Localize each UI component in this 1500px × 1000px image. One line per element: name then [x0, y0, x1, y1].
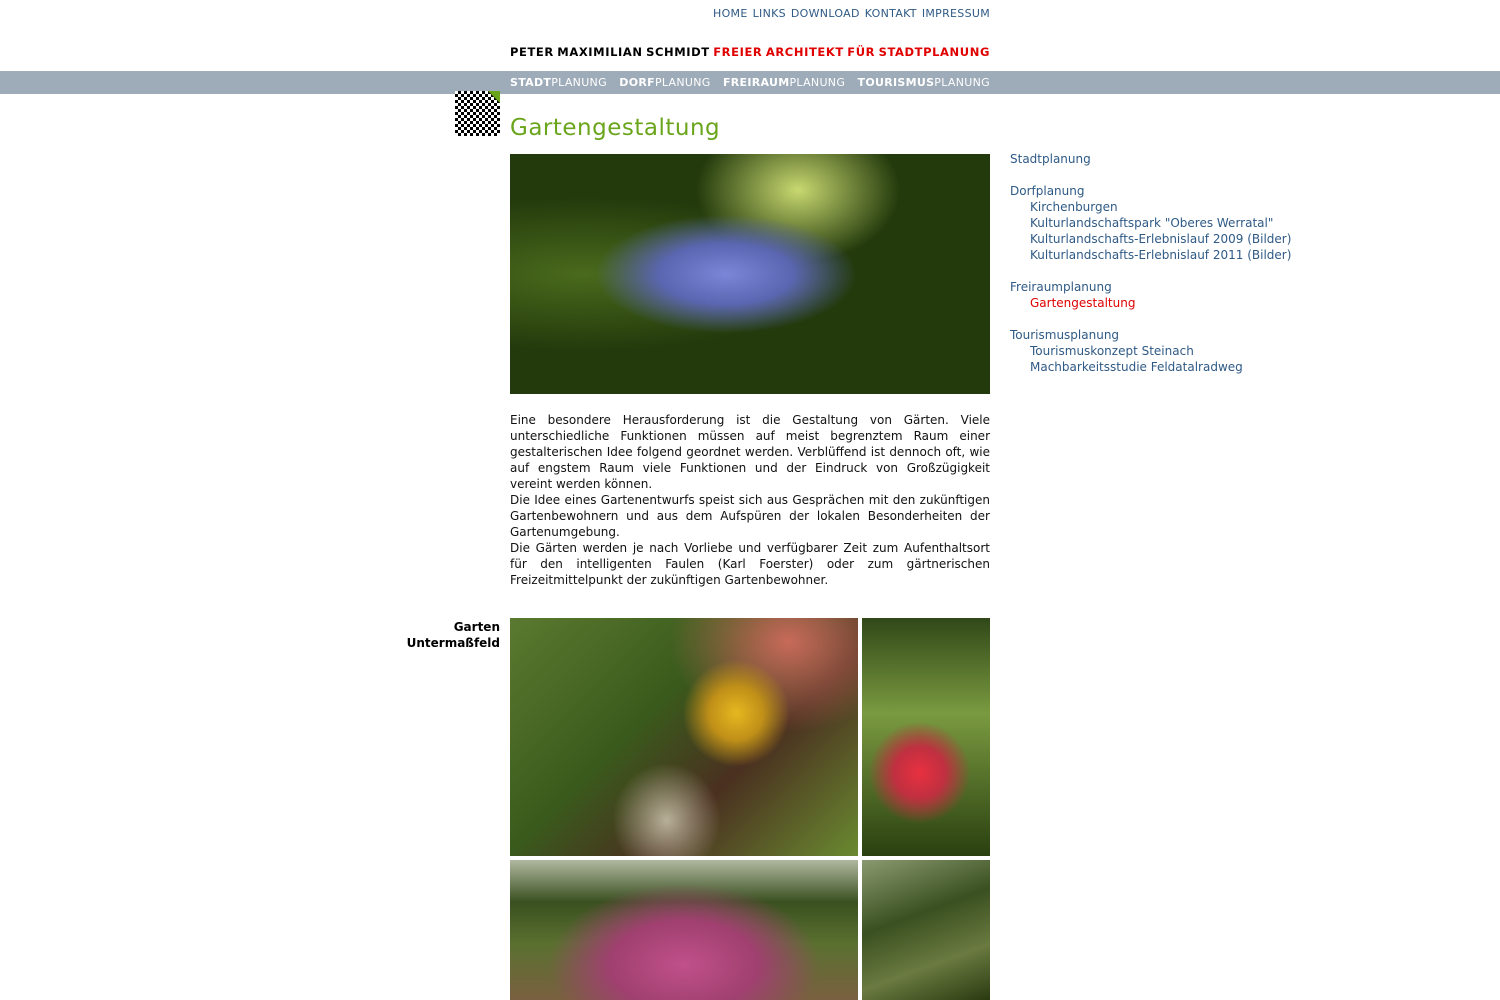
sidebar-subitem[interactable]: Kulturlandschafts-Erlebnislauf 2011 (Bilder)	[1030, 248, 1292, 262]
caption-line: Untermaßfeld	[406, 636, 500, 650]
tab-label-bold: FREIRAUM	[722, 76, 790, 89]
tab-label: PLANUNG	[654, 76, 711, 89]
sidebar-subitem[interactable]: Kulturlandschafts-Erlebnislauf 2009 (Bilder)	[1030, 232, 1292, 246]
section-navigation	[510, 76, 990, 89]
brand-word: FREIER	[713, 45, 763, 59]
tab-label-bold: STADT	[510, 76, 552, 89]
sidebar-group	[1010, 183, 1291, 263]
sidebar-item-stadtplanung[interactable]: Stadtplanung	[1010, 152, 1091, 166]
brand-word: SCHMIDT	[646, 45, 710, 59]
tab-freiraumplanung[interactable]	[723, 76, 845, 89]
sidebar-navigation	[1010, 151, 1291, 391]
sidebar-subitem[interactable]: Kulturlandschaftspark "Oberes Werratal"	[1030, 216, 1274, 230]
gallery-caption	[400, 619, 500, 651]
gallery-photo-garden-path[interactable]	[510, 618, 858, 856]
article-text	[510, 412, 990, 588]
caption-line: Garten	[453, 620, 500, 634]
hero-garden-photo	[510, 154, 990, 394]
tab-label: PLANUNG	[551, 76, 607, 89]
tab-stadtplanung[interactable]	[510, 76, 607, 89]
paragraph: Eine besondere Herausforderung ist die Gestaltung von Gärten. Viele unterschiedliche Funktionen müssen auf meist begrenztem Raum einer gestalterischen Idee folgend geordnet werden. Verblüffend ist dennoch oft, wie auf engstem Raum viele Funktionen und der Eindruck von Großzügigkeit vereint werden können.	[510, 413, 990, 491]
gallery-photo-garden-walk[interactable]	[862, 860, 990, 1000]
sidebar-item-tourismusplanung[interactable]: Tourismusplanung	[1010, 328, 1120, 342]
sidebar-item-dorfplanung[interactable]: Dorfplanung	[1010, 184, 1085, 198]
tab-label: PLANUNG	[934, 76, 990, 89]
tab-label: PLANUNG	[789, 76, 846, 89]
sidebar-group	[1010, 279, 1291, 311]
brand-word: ARCHITEKT	[765, 45, 844, 59]
tab-label-bold: DORF	[619, 76, 655, 89]
tab-label-bold: TOURISMUS	[857, 76, 935, 89]
sidebar-subitem[interactable]: Kirchenburgen	[1030, 200, 1118, 214]
paragraph: Die Gärten werden je nach Vorliebe und verfügbarer Zeit zum Aufenthaltsort für den intelligenten Faulen (Karl Foerster) oder zum gärtnerischen Freizeitmittelpunkt der zukünftigen Gartenbewohner.	[510, 541, 990, 587]
brand-word: STADTPLANUNG	[878, 45, 990, 59]
sidebar-group	[1010, 327, 1291, 375]
gallery-photo-pink-flowers[interactable]	[510, 860, 858, 1000]
nav-home-link[interactable]: HOME	[713, 7, 748, 20]
tab-dorfplanung[interactable]	[619, 76, 710, 89]
brand-word: FÜR	[847, 45, 876, 59]
sidebar-group	[1010, 151, 1291, 167]
sidebar-item-freiraumplanung[interactable]: Freiraumplanung	[1010, 280, 1112, 294]
brand-word: PETER	[510, 45, 554, 59]
brand-word: MAXIMILIAN	[557, 45, 643, 59]
nav-impressum-link[interactable]: IMPRESSUM	[921, 7, 990, 20]
tab-tourismusplanung[interactable]	[858, 76, 990, 89]
checker-logo-icon	[455, 91, 500, 136]
nav-kontakt-link[interactable]: KONTAKT	[864, 7, 917, 20]
sidebar-subitem-active[interactable]: Gartengestaltung	[1030, 296, 1136, 310]
site-brand	[510, 45, 990, 59]
sidebar-subitem[interactable]: Tourismuskonzept Steinach	[1030, 344, 1194, 358]
page-title: Gartengestaltung	[510, 115, 721, 141]
sidebar-subitem[interactable]: Machbarkeitsstudie Feldatalradweg	[1030, 360, 1243, 374]
paragraph: Die Idee eines Gartenentwurfs speist sich aus Gesprächen mit den zukünftigen Gartenbewohnern und aus dem Aufspüren der lokalen Besonderheiten der Gartenumgebung.	[510, 493, 990, 539]
gallery-photo-red-flowers[interactable]	[862, 618, 990, 856]
top-navigation	[708, 7, 990, 20]
nav-links-link[interactable]: LINKS	[752, 7, 786, 20]
nav-download-link[interactable]: DOWNLOAD	[790, 7, 860, 20]
